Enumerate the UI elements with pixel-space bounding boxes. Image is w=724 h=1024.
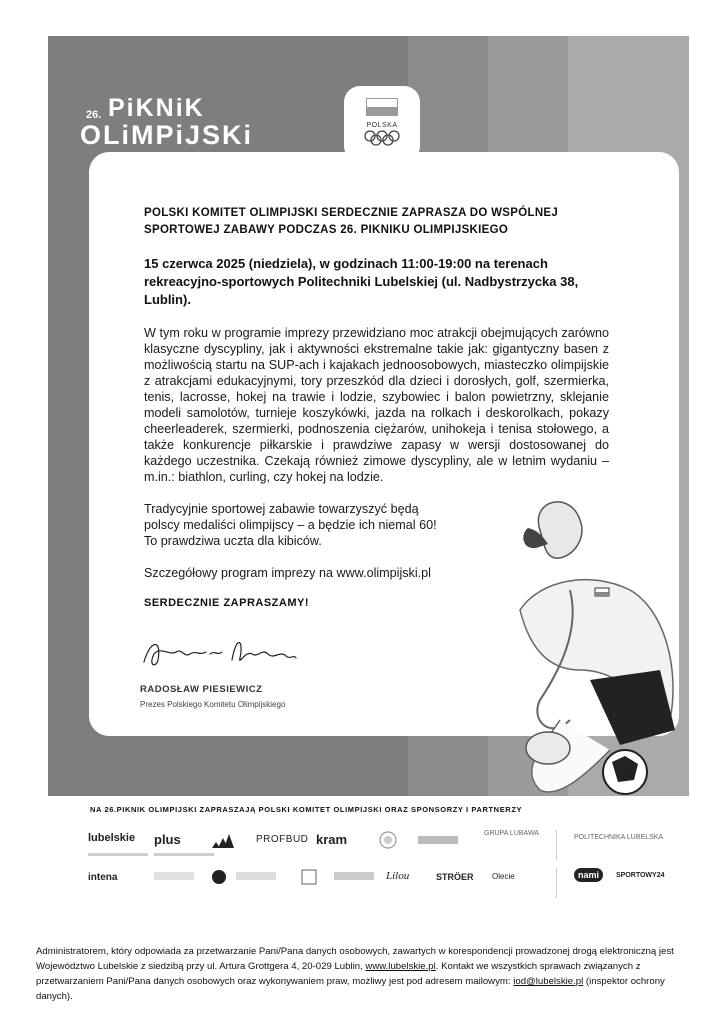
eagle-mascot-illustration: [500, 470, 689, 810]
closing-line: SERDECZNIE ZAPRASZAMY!: [144, 597, 310, 609]
polska-emblem: [344, 86, 420, 162]
sponsor-logo-lubelskie: lubelskie: [88, 832, 136, 844]
sponsor-emblem-icon: [378, 830, 398, 850]
sponsor-logo-plus: plus: [154, 832, 181, 847]
signer-title: Prezes Polskiego Komitetu Olimpijskiego: [140, 700, 286, 709]
event-date-location: 15 czerwca 2025 (niedziela), w godzinach 11:00-19:00 na terenach rekreacyjno-sportowych Politechniki Lubelskiej (ul. Nadbystrzycka 38, Lublin).: [144, 256, 579, 307]
event-title-line2: OLiMPiJSKi: [80, 120, 254, 150]
iod-email-link[interactable]: iod@lubelskie.pl: [513, 976, 584, 987]
sponsor-logo-intena: intena: [88, 872, 118, 883]
event-title-line1: PiKNiK: [108, 94, 205, 122]
sponsor-logo-profbud: PROFBUD: [256, 834, 309, 845]
polska-label: POLSKA: [366, 122, 398, 129]
sponsor-logo-politechnika-lubelska: POLITECHNIKA LUBELSKA: [574, 834, 664, 841]
signer-name: RADOSŁAW PIESIEWICZ: [140, 684, 263, 695]
sponsor-logo-olecie: Olecie: [492, 872, 515, 881]
sponsor-logo-lilou: Lilou: [386, 870, 410, 882]
sponsors-heading: NA 26.PIKNIK OLIMPIJSKI ZAPRASZAJĄ POLSKI KOMITET OLIMPIJSKI ORAZ SPONSORZY I PARTNERZY: [90, 805, 523, 814]
program-paragraph: W tym roku w programie imprezy przewidziano moc atrakcji obejmujących zarówno klasyczne dyscypliny, jak i aktywności ekstremalne takie jak: gigantyczny basen z możliwością startu na SUP-ach i kajakach jednoosobowych, miasteczko olimpijskie z atrakcjami edukacyjnymi, tory przeszkód dla dzieci i dorosłych, golf, szermierka, tenis, lacrosse, hokej na trawie i lodzie, szybowiec i balon powietrzny, sklejanie modeli samolotów, turnieje koszykówki, jazda na rolkach i deskorolkach, pokazy cheerleaderek, szermierki, podnoszenia ciężarów, unihokeja i tenisa stołowego, a także konkurencje piłkarskie i prawdziwe zapasy w wersji dostosowanej do każdego uczestnika. Czekają również zimowe dyscypliny, ale w letnim wydaniu – m.in.: biathlon, curling, czy hokej na lodzie.: [144, 326, 609, 484]
sponsor-logo-row: [88, 830, 664, 862]
sponsor-logo-grupa-lubawa: GRUPA LUBAWA: [484, 830, 539, 837]
sponsor-emblem-icon: [300, 868, 318, 886]
invitation-headline: POLSKI KOMITET OLIMPIJSKI SERDECZNIE ZAPRASZA DO WSPÓLNEJ SPORTOWEJ ZABAWY PODCZAS 26. PIKNIKU OLIMPIJSKIEGO: [144, 207, 559, 236]
sponsor-emblem-icon: [210, 868, 228, 886]
lubelskie-website-link[interactable]: www.lubelskie.pl: [365, 961, 436, 972]
sponsor-logo-stroer: STRÖER: [436, 872, 474, 882]
handwritten-signature: [140, 632, 300, 676]
gdpr-notice: Administratorem, który odpowiada za przetwarzanie Pani/Pana danych osobowych, zawartych w korespondencji prowadzonej drogą elektroniczną jest Województwo Lubelskie z siedzibą przy ul. Artura Grottgera 4, 20-029 Lublin, www.lubelskie.pl. Kontakt we wszystkich sprawach związanych z przetwarzaniem Pani/Pana danych osobowych oraz wykonywaniem praw, możliwy jest pod adresem mailowym: iod@lubelskie.pl (inspektor ochrony danych).: [36, 946, 674, 1002]
olympic-rings-icon: [364, 130, 400, 146]
adidas-logo-icon: [210, 830, 234, 848]
sponsor-logo-nami: nami: [574, 868, 603, 882]
website-paragraph: Szczegółowy program imprezy na www.olimpijski.pl: [144, 566, 431, 580]
polish-flag-icon: [366, 98, 398, 116]
medalists-paragraph: Tradycyjnie sportowej zabawie towarzyszyć będą polscy medaliści olimpijscy – a będzie ich niemal 60! To prawdziwa uczta dla kibiców.: [144, 502, 437, 548]
event-number: 26.: [86, 109, 102, 121]
sponsor-logo-row: [88, 868, 665, 900]
sponsor-logo-kram: kram: [316, 832, 348, 847]
sponsor-logo-sportowy24: SPORTOWY24: [616, 872, 665, 879]
